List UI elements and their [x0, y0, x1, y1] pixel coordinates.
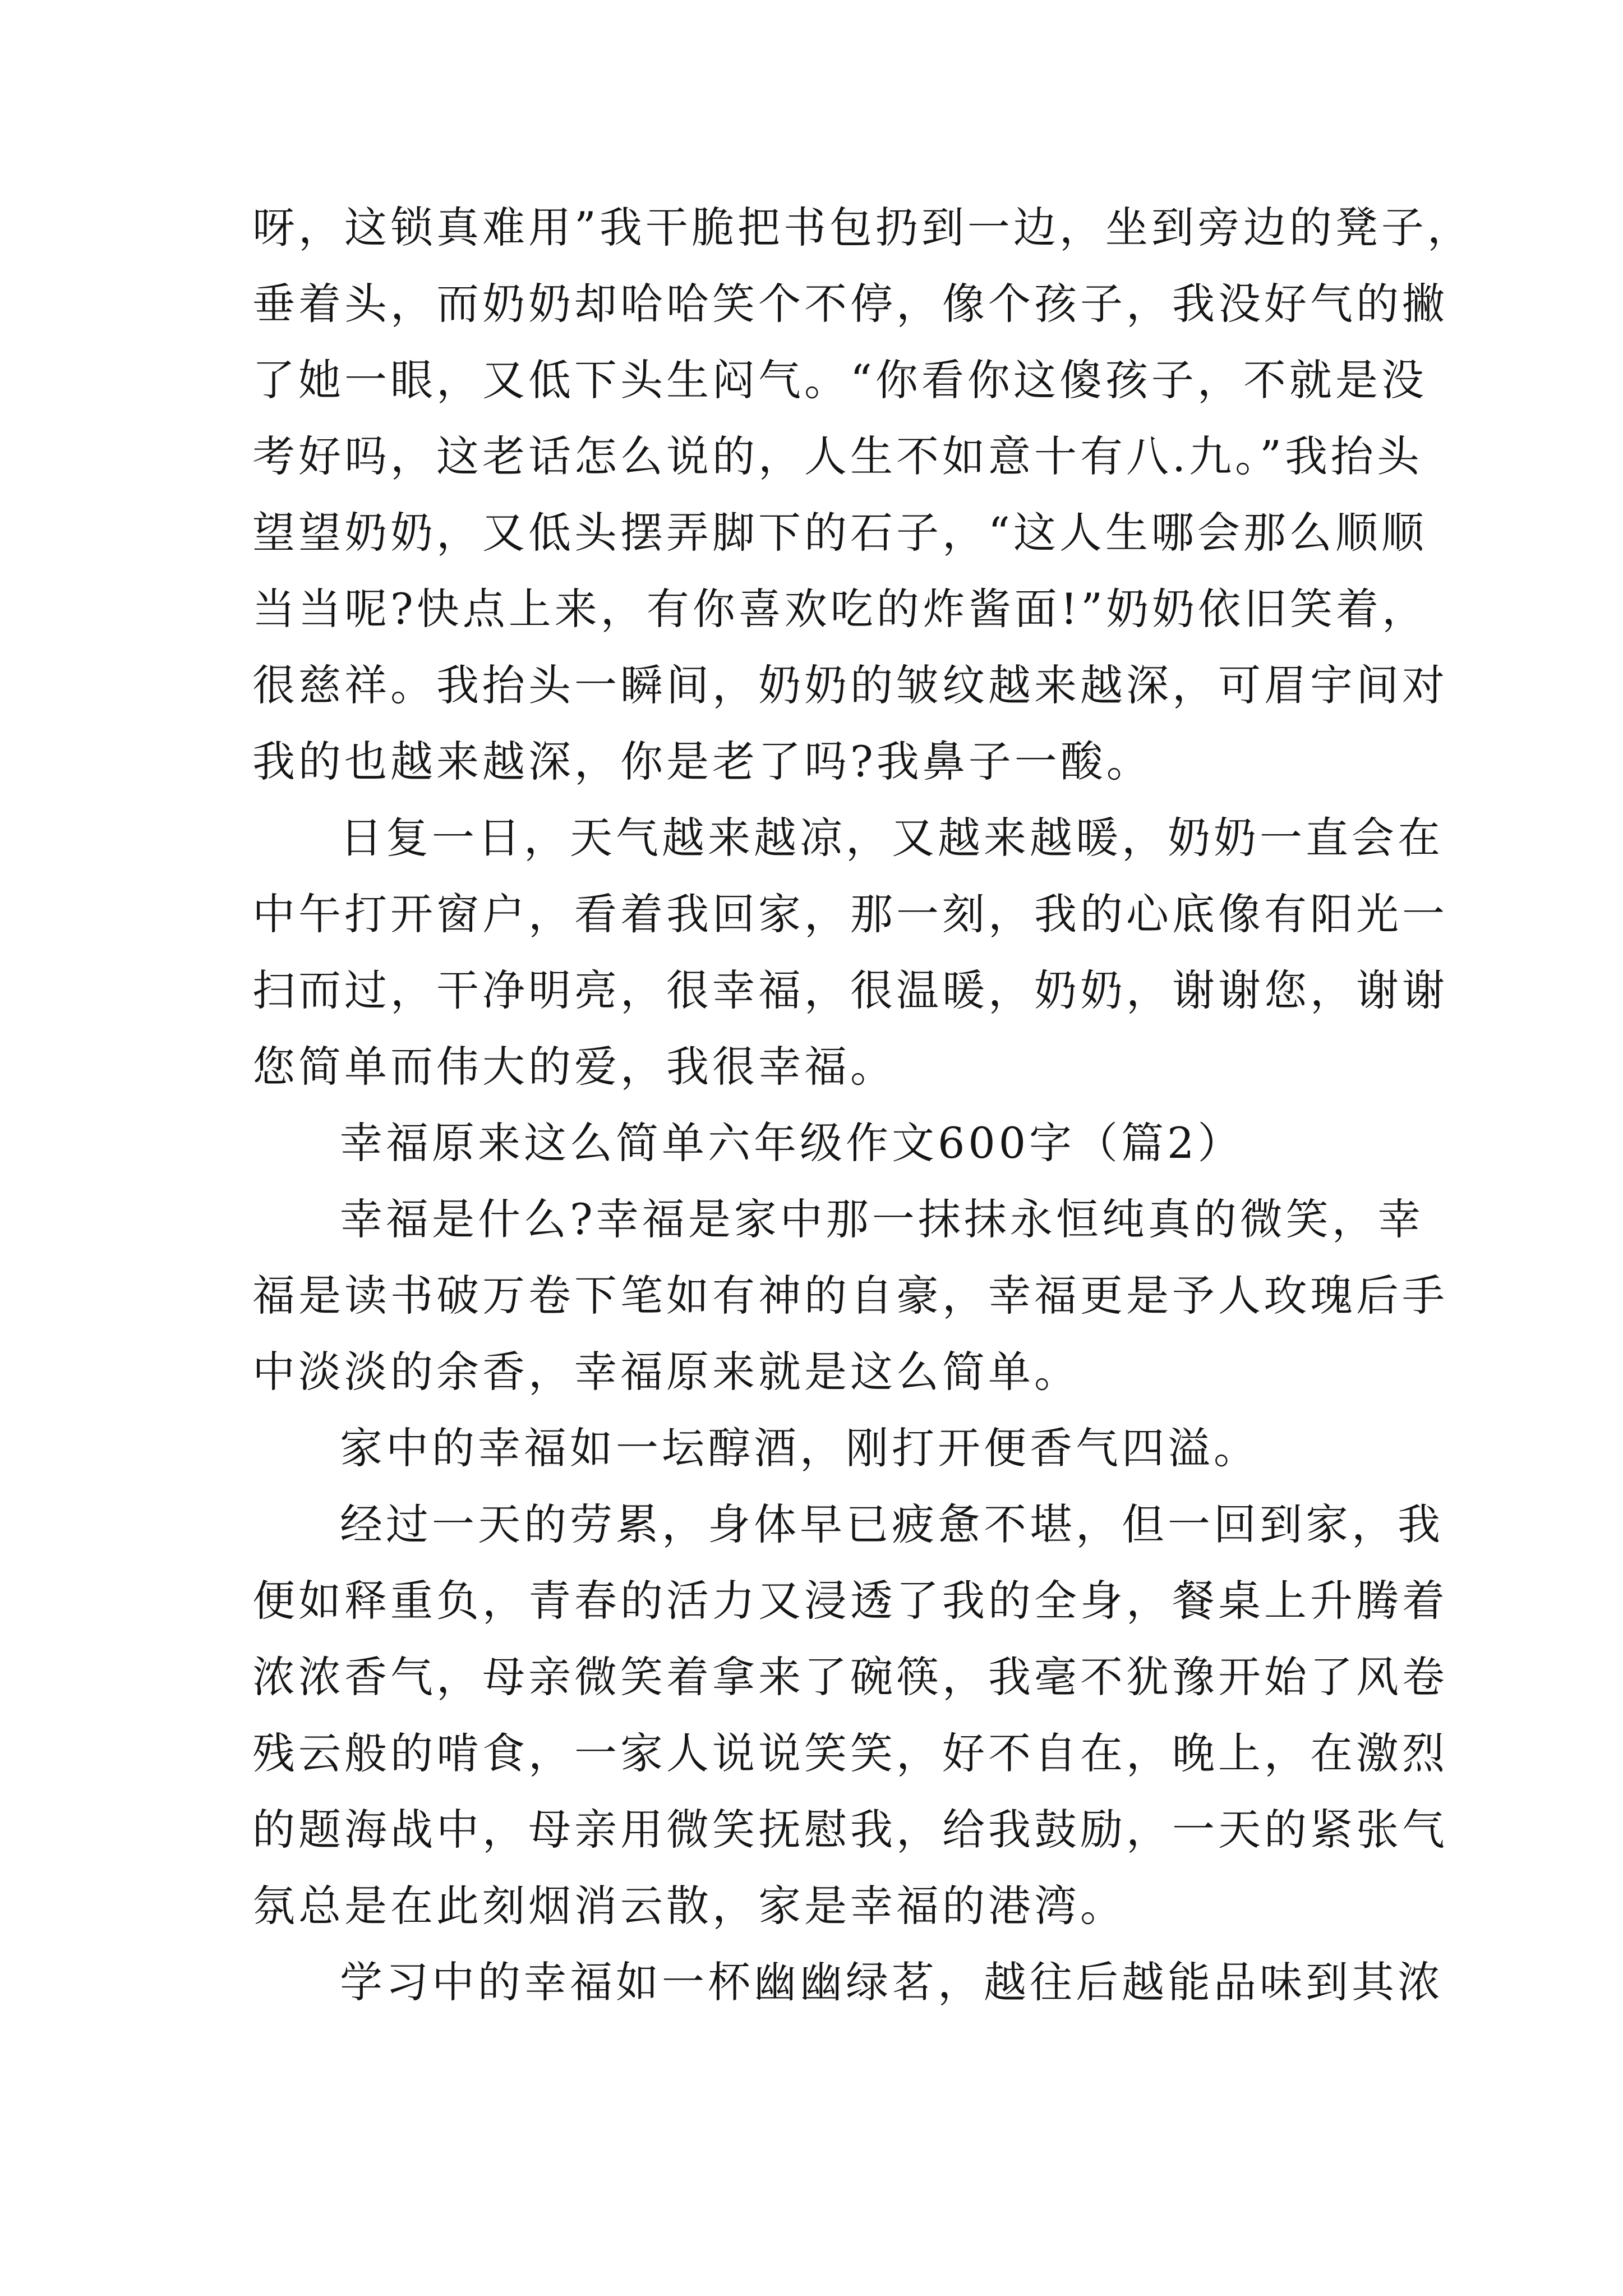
- text-line-15: 福是读书破万卷下笔如有神的自豪，幸福更是予人玫瑰后手: [252, 1271, 1448, 1320]
- text-line-9: 日复一日，天气越来越凉，又越来越暖，奶奶一直会在: [340, 813, 1444, 863]
- text-line-4: 考好吗，这老话怎么说的，人生不如意十有八.九。”我抬头: [252, 431, 1423, 481]
- text-line-21: 残云般的啃食，一家人说说笑笑，好不自在，晚上，在激烈: [252, 1728, 1448, 1778]
- essay-body: [252, 190, 1473, 2021]
- text-line-14: 幸福是什么?幸福是家中那一抹抹永恒纯真的微笑，幸: [340, 1194, 1424, 1244]
- text-line-6: 当当呢?快点上来，有你喜欢吃的炸酱面!”奶奶依旧笑着，: [252, 584, 1428, 634]
- text-line-5: 望望奶奶，又低头摆弄脚下的石子，“这人生哪会那么顺顺: [252, 508, 1427, 558]
- text-line-23: 氛总是在此刻烟消云散，家是幸福的港湾。: [252, 1881, 1126, 1931]
- text-line-1: 呀，这锁真难用”我干脆把书包扔到一边，坐到旁边的凳子，: [252, 203, 1473, 252]
- text-line-10: 中午打开窗户，看着我回家，那一刻，我的心底像有阳光一: [252, 889, 1448, 939]
- text-line-8: 我的也越来越深，你是老了吗?我鼻子一酸。: [252, 737, 1152, 786]
- text-line-2: 垂着头，而奶奶却哈哈笑个不停，像个孩子，我没好气的撇: [252, 279, 1448, 329]
- text-line-24: 学习中的幸福如一杯幽幽绿茗，越往后越能品味到其浓: [340, 1957, 1444, 2007]
- text-line-3: 了她一眼，又低下头生闷气。“你看你这傻孩子，不就是没: [252, 355, 1427, 405]
- text-line-7: 很慈祥。我抬头一瞬间，奶奶的皱纹越来越深，可眉宇间对: [252, 660, 1448, 710]
- text-line-20: 浓浓香气，母亲微笑着拿来了碗筷，我毫不犹豫开始了风卷: [252, 1652, 1448, 1702]
- text-line-22: 的题海战中，母亲用微笑抚慰我，给我鼓励，一天的紧张气: [252, 1805, 1448, 1855]
- text-line-11: 扫而过，干净明亮，很幸福，很温暖，奶奶，谢谢您，谢谢: [252, 965, 1448, 1015]
- text-line-17: 家中的幸福如一坛醇酒，刚打开便香气四溢。: [340, 1423, 1260, 1473]
- section-heading: 幸福原来这么简单六年级作文600字（篇2）: [340, 1118, 1244, 1168]
- text-line-16: 中淡淡的余香，幸福原来就是这么简单。: [252, 1347, 1080, 1397]
- text-line-18: 经过一天的劳累，身体早已疲惫不堪，但一回到家，我: [340, 1499, 1444, 1549]
- text-line-19: 便如释重负，青春的活力又浸透了我的全身，餐桌上升腾着: [252, 1576, 1448, 1626]
- text-line-12: 您简单而伟大的爱，我很幸福。: [252, 1042, 896, 1092]
